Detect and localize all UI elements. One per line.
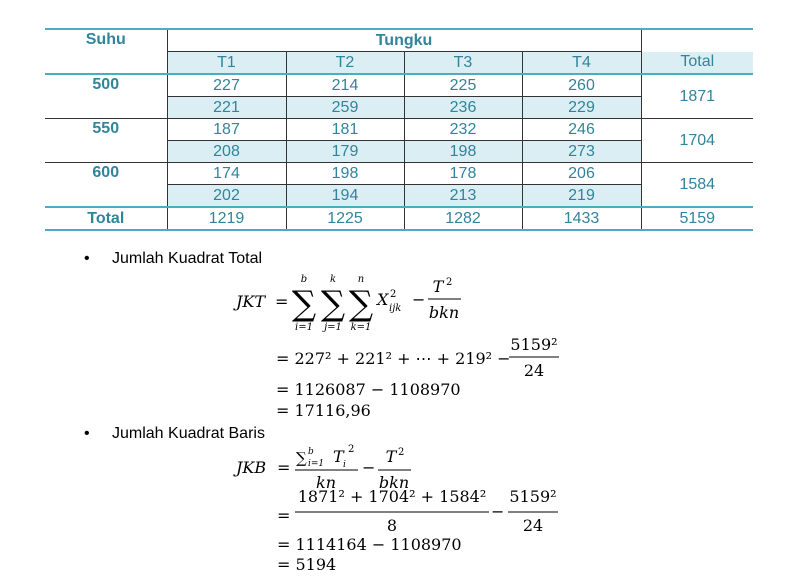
table-cell: 208 bbox=[167, 141, 286, 163]
line2-frac-denominator: 24 bbox=[522, 516, 544, 535]
sigma-symbol: ∑ bbox=[320, 284, 346, 324]
table-cell: 174 bbox=[167, 163, 286, 185]
jkt-line2: = 227² + 221² + ⋯ + 219² − bbox=[276, 349, 511, 368]
table-cell: 178 bbox=[404, 163, 522, 185]
table-cell: 246 bbox=[522, 119, 641, 141]
row-total: 1704 bbox=[641, 119, 753, 163]
row-label-suhu: 500 bbox=[45, 74, 167, 119]
section-title-jkb: Jumlah Kuadrat Baris bbox=[112, 425, 265, 442]
subheader-t3: T3 bbox=[404, 52, 522, 75]
minus-sign: − bbox=[362, 458, 376, 477]
sigma-symbol: ∑ bbox=[291, 284, 317, 324]
table-cell: 198 bbox=[286, 163, 404, 185]
frac-numerator-sup: 2 bbox=[398, 447, 405, 458]
table-cell: 260 bbox=[522, 74, 641, 97]
table-cell: 227 bbox=[167, 74, 286, 97]
frac-numerator-sup: 2 bbox=[446, 277, 453, 288]
jkb-line3: = 1114164 − 1108970 bbox=[277, 535, 462, 554]
subheader-total: Total bbox=[641, 52, 753, 75]
table-cell: 219 bbox=[522, 185, 641, 208]
header-tungku: Tungku bbox=[167, 29, 641, 52]
column-total: 1433 bbox=[522, 207, 641, 230]
sum-lower-limit: k=1 bbox=[350, 322, 372, 333]
sum-upper-limit: b bbox=[300, 274, 308, 285]
equals-sign: = bbox=[277, 458, 291, 477]
sum-upper-limit: n bbox=[357, 274, 365, 285]
sum-lower-limit: i=1 bbox=[308, 459, 325, 469]
table-cell: 198 bbox=[404, 141, 522, 163]
sum-lower-limit: i=1 bbox=[295, 322, 313, 333]
jkb-line4: = 5194 bbox=[277, 555, 337, 574]
line2-numerator: 5159² bbox=[510, 335, 558, 354]
header-suhu: Suhu bbox=[45, 29, 167, 52]
table-cell: 206 bbox=[522, 163, 641, 185]
frac-numerator: T bbox=[385, 447, 397, 466]
summand-sub: ijk bbox=[389, 303, 402, 314]
table-cell: 259 bbox=[286, 97, 404, 119]
summand-sup: 2 bbox=[390, 289, 397, 300]
table-cell: 273 bbox=[522, 141, 641, 163]
term-sub: i bbox=[343, 460, 346, 470]
column-total: 1219 bbox=[167, 207, 286, 230]
sigma-symbol: ∑ bbox=[348, 284, 374, 324]
jkb-lhs: JKB bbox=[236, 458, 267, 477]
table-cell: 232 bbox=[404, 119, 522, 141]
frac-denominator: bkn bbox=[378, 473, 410, 492]
sum-upper-limit: b bbox=[308, 447, 314, 457]
line2-denominator: 8 bbox=[386, 516, 398, 535]
frac-numerator: T bbox=[432, 277, 444, 296]
row-label-suhu: 600 bbox=[92, 164, 120, 181]
subheader-t1: T1 bbox=[167, 52, 286, 75]
column-total: 1225 bbox=[286, 207, 404, 230]
equals-sign: = bbox=[275, 292, 289, 311]
footer-label: Total bbox=[45, 207, 167, 230]
line2-frac-numerator: 5159² bbox=[509, 487, 557, 506]
table-cell: 214 bbox=[286, 74, 404, 97]
row-total: 1871 bbox=[641, 74, 753, 119]
table-cell: 229 bbox=[522, 97, 641, 119]
table-cell: 194 bbox=[286, 185, 404, 208]
subheader-t4: T4 bbox=[522, 52, 641, 75]
table-cell: 181 bbox=[286, 119, 404, 141]
bullet-dot: • bbox=[84, 425, 90, 442]
table-cell: 225 bbox=[404, 74, 522, 97]
frac-denominator: kn bbox=[316, 473, 336, 492]
equals-sign: = bbox=[277, 506, 291, 525]
grand-total: 5159 bbox=[641, 207, 753, 230]
bullet-dot: • bbox=[84, 250, 90, 267]
jkt-line4: = 17116,96 bbox=[276, 401, 371, 420]
table-cell: 221 bbox=[167, 97, 286, 119]
section-title-jkt: Jumlah Kuadrat Total bbox=[112, 250, 263, 267]
line2-denominator: 24 bbox=[523, 361, 545, 380]
term-sup: 2 bbox=[348, 444, 355, 455]
sigma-symbol: ∑ bbox=[296, 449, 307, 467]
column-total: 1282 bbox=[404, 207, 522, 230]
summand: X bbox=[377, 290, 389, 309]
sum-upper-limit: k bbox=[329, 274, 337, 285]
table-cell: 202 bbox=[167, 185, 286, 208]
line2-numerator: 1871² + 1704² + 1584² bbox=[297, 487, 487, 506]
sum-lower-limit: j=1 bbox=[324, 322, 342, 333]
jkt-line3: = 1126087 − 1108970 bbox=[276, 380, 461, 399]
frac-denominator: bkn bbox=[428, 303, 460, 322]
row-label-suhu: 550 bbox=[45, 119, 167, 163]
minus-sign: − bbox=[491, 502, 505, 521]
table-cell: 187 bbox=[167, 119, 286, 141]
table-cell: 213 bbox=[404, 185, 522, 208]
term: T bbox=[333, 447, 344, 466]
minus-sign: − bbox=[412, 290, 426, 309]
table-cell: 179 bbox=[286, 141, 404, 163]
row-total: 1584 bbox=[641, 163, 753, 208]
table-cell: 236 bbox=[404, 97, 522, 119]
jkt-lhs: JKT bbox=[236, 292, 266, 311]
subheader-t2: T2 bbox=[286, 52, 404, 75]
